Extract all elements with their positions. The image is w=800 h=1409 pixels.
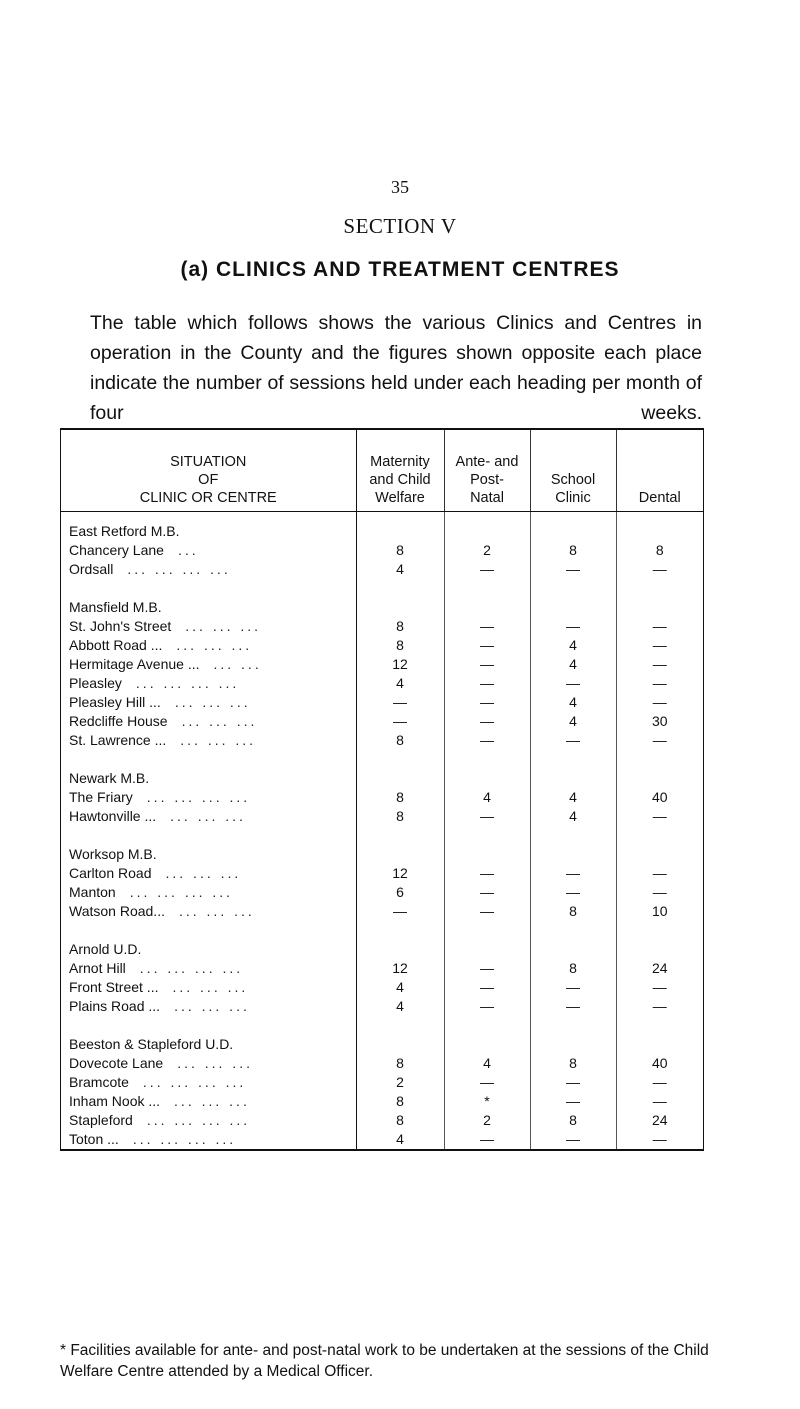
- clinic-name-cell: [61, 807, 356, 826]
- spacer-cell: [61, 826, 356, 845]
- table-row: [61, 655, 703, 674]
- maternity-value: —: [356, 712, 444, 731]
- group-name: Arnold U.D.: [61, 940, 356, 959]
- empty-cell: [616, 598, 703, 617]
- dental-value: —: [652, 1131, 667, 1147]
- table-row: [61, 883, 703, 902]
- spacer-cell: [61, 579, 356, 598]
- antenatal-value: —: [444, 617, 530, 636]
- clinic-name: Redcliffe House: [69, 713, 168, 729]
- clinic-name-cell: [61, 655, 356, 674]
- school-value: 8: [530, 541, 616, 560]
- clinic-name-cell: [61, 864, 356, 883]
- dot-leader: ... ... ...: [170, 808, 246, 824]
- maternity-value: —: [356, 902, 444, 921]
- dot-leader: ... ... ...: [176, 637, 253, 653]
- antenatal-value: —: [444, 560, 530, 579]
- dot-leader: ... ... ...: [181, 713, 258, 729]
- dot-leader: ... ... ...: [180, 732, 257, 748]
- dot-leader: ... ... ... ...: [132, 1131, 237, 1147]
- clinic-name: Abbott Road ...: [69, 637, 163, 653]
- spacer-row: [61, 826, 703, 845]
- spacer-cell: [616, 750, 703, 769]
- header-situation-line: OF: [198, 472, 219, 488]
- antenatal-value: —: [444, 731, 530, 750]
- dental-value: —: [652, 884, 667, 900]
- clinic-name: Manton: [69, 884, 116, 900]
- empty-cell: [444, 940, 530, 959]
- spacer-cell: [616, 579, 703, 598]
- antenatal-value: 2: [444, 1111, 530, 1130]
- clinic-name-cell: [61, 997, 356, 1016]
- school-value: 4: [530, 655, 616, 674]
- group-row: [61, 845, 703, 864]
- table-row: [61, 1054, 703, 1073]
- school-value: —: [530, 617, 616, 636]
- antenatal-value: —: [444, 712, 530, 731]
- maternity-value: 8: [356, 617, 444, 636]
- empty-cell: [444, 845, 530, 864]
- spacer-cell: [444, 921, 530, 940]
- spacer-cell: [356, 921, 444, 940]
- table-row: [61, 617, 703, 636]
- clinic-name-cell: [61, 560, 356, 579]
- maternity-value: 8: [356, 541, 444, 560]
- clinic-name-cell: [61, 693, 356, 712]
- header-situation-line: SITUATION: [170, 454, 247, 470]
- table-row: [61, 731, 703, 750]
- clinic-name: Ordsall: [69, 561, 114, 577]
- table-row: [61, 541, 703, 560]
- dental-value: 40: [651, 1055, 668, 1071]
- header-antenatal-line: Post-: [470, 472, 504, 488]
- maternity-value: 8: [356, 807, 444, 826]
- school-value: 4: [530, 788, 616, 807]
- antenatal-value: 4: [444, 1054, 530, 1073]
- spacer-cell: [356, 826, 444, 845]
- spacer-cell: [444, 579, 530, 598]
- empty-cell: [444, 512, 530, 542]
- school-value: —: [530, 731, 616, 750]
- table-row: [61, 978, 703, 997]
- antenatal-value: 4: [444, 788, 530, 807]
- table-row: [61, 959, 703, 978]
- empty-cell: [356, 845, 444, 864]
- maternity-value: 4: [356, 560, 444, 579]
- clinic-name: Pleasley: [69, 675, 122, 691]
- page-number: 35: [391, 177, 409, 197]
- clinic-name-cell: [61, 1111, 356, 1130]
- header-school-line: Clinic: [555, 490, 591, 506]
- clinic-name: St. Lawrence ...: [69, 732, 167, 748]
- antenatal-value: —: [444, 959, 530, 978]
- table-row: [61, 1130, 703, 1149]
- clinic-name-cell: [61, 1073, 356, 1092]
- spacer-cell: [444, 1016, 530, 1035]
- dot-leader: ... ... ...: [174, 1093, 250, 1109]
- clinic-name: Stapleford: [69, 1112, 133, 1128]
- empty-cell: [444, 1035, 530, 1054]
- clinic-name: Bramcote: [69, 1074, 129, 1090]
- dental-value: —: [652, 865, 667, 881]
- maternity-value: 12: [356, 864, 444, 883]
- clinic-name: Hawtonville ...: [69, 808, 157, 824]
- group-row: [61, 769, 703, 788]
- maternity-value: 8: [356, 731, 444, 750]
- empty-cell: [616, 845, 703, 864]
- clinic-name-cell: [61, 617, 356, 636]
- antenatal-value: —: [444, 693, 530, 712]
- dot-leader: ... ... ... ...: [127, 561, 231, 577]
- spacer-cell: [444, 750, 530, 769]
- maternity-value: 2: [356, 1073, 444, 1092]
- dot-leader: ... ... ...: [174, 998, 250, 1014]
- spacer-cell: [530, 750, 616, 769]
- spacer-cell: [444, 826, 530, 845]
- antenatal-value: —: [444, 864, 530, 883]
- maternity-value: 8: [356, 1111, 444, 1130]
- header-school: [530, 430, 616, 512]
- dental-value: —: [652, 979, 667, 995]
- table-row: [61, 560, 703, 579]
- dental-value: —: [652, 808, 667, 824]
- spacer-cell: [530, 921, 616, 940]
- antenatal-value: —: [444, 636, 530, 655]
- table-row: [61, 997, 703, 1016]
- dental-value: —: [652, 1093, 667, 1109]
- empty-cell: [616, 1035, 703, 1054]
- maternity-value: 12: [356, 959, 444, 978]
- empty-cell: [356, 598, 444, 617]
- group-name: East Retford M.B.: [61, 512, 356, 542]
- spacer-cell: [530, 579, 616, 598]
- maternity-value: 8: [356, 636, 444, 655]
- dental-value: —: [652, 675, 667, 691]
- dot-leader: ... ...: [213, 656, 262, 672]
- antenatal-value: —: [444, 902, 530, 921]
- clinics-table-frame: [60, 428, 704, 1151]
- spacer-cell: [616, 921, 703, 940]
- spacer-cell: [530, 826, 616, 845]
- clinic-name: Dovecote Lane: [69, 1055, 164, 1071]
- clinic-name: Chancery Lane: [69, 542, 164, 558]
- dental-value: —: [652, 732, 667, 748]
- empty-cell: [356, 1035, 444, 1054]
- group-name: Beeston & Stapleford U.D.: [61, 1035, 356, 1054]
- table-row: [61, 693, 703, 712]
- header-maternity-line: and Child: [369, 472, 431, 488]
- spacer-cell: [61, 1016, 356, 1035]
- empty-cell: [616, 512, 703, 542]
- sub-heading: (a) CLINICS AND TREATMENT CENTRES: [180, 258, 620, 281]
- school-value: 8: [530, 1054, 616, 1073]
- school-value: 8: [530, 1111, 616, 1130]
- clinic-name-cell: [61, 712, 356, 731]
- clinic-name: Pleasley Hill ...: [69, 694, 161, 710]
- empty-cell: [356, 512, 444, 542]
- empty-cell: [616, 940, 703, 959]
- antenatal-value: —: [444, 997, 530, 1016]
- dot-leader: ... ... ...: [165, 865, 242, 881]
- maternity-value: 6: [356, 883, 444, 902]
- group-name: Newark M.B.: [61, 769, 356, 788]
- header-maternity-line: Welfare: [375, 490, 425, 506]
- dental-value: —: [652, 618, 667, 634]
- dental-value: 24: [651, 1112, 668, 1128]
- clinic-name: Inham Nook ...: [69, 1093, 161, 1109]
- clinic-name: The Friary: [69, 789, 133, 805]
- dot-leader: ... ... ... ...: [142, 1074, 247, 1090]
- dot-leader: ... ... ...: [172, 979, 249, 995]
- header-dental-line: Dental: [638, 490, 681, 506]
- empty-cell: [530, 940, 616, 959]
- maternity-value: 4: [356, 978, 444, 997]
- spacer-cell: [356, 1016, 444, 1035]
- group-row: [61, 598, 703, 617]
- spacer-cell: [356, 750, 444, 769]
- school-value: 4: [530, 807, 616, 826]
- dental-value: 8: [655, 542, 664, 558]
- dot-leader: ... ... ...: [178, 903, 255, 919]
- header-situation: [61, 430, 356, 512]
- dental-value: —: [652, 656, 667, 672]
- empty-cell: [530, 1035, 616, 1054]
- table-row: [61, 902, 703, 921]
- table-header-row: [61, 430, 703, 512]
- antenatal-value: —: [444, 1130, 530, 1149]
- clinics-table: [61, 430, 703, 1149]
- header-dental: [616, 430, 703, 512]
- clinic-name-cell: [61, 902, 356, 921]
- clinic-name: Carlton Road: [69, 865, 152, 881]
- school-value: 4: [530, 693, 616, 712]
- school-value: —: [530, 560, 616, 579]
- antenatal-value: —: [444, 674, 530, 693]
- dot-leader: ...: [177, 542, 199, 558]
- dental-value: 10: [651, 903, 668, 919]
- spacer-cell: [61, 921, 356, 940]
- antenatal-value: —: [444, 807, 530, 826]
- dental-value: 30: [651, 713, 668, 729]
- dot-leader: ... ... ... ...: [146, 1112, 251, 1128]
- spacer-cell: [530, 1016, 616, 1035]
- group-name: Worksop M.B.: [61, 845, 356, 864]
- dental-value: —: [652, 694, 667, 710]
- school-value: —: [530, 864, 616, 883]
- clinic-name: Front Street ...: [69, 979, 159, 995]
- empty-cell: [616, 769, 703, 788]
- school-value: 8: [530, 959, 616, 978]
- table-row: [61, 807, 703, 826]
- table-row: [61, 864, 703, 883]
- school-value: —: [530, 674, 616, 693]
- dot-leader: ... ... ... ...: [129, 884, 234, 900]
- maternity-value: 8: [356, 788, 444, 807]
- spacer-cell: [61, 750, 356, 769]
- empty-cell: [530, 598, 616, 617]
- antenatal-value: —: [444, 883, 530, 902]
- maternity-value: 8: [356, 1054, 444, 1073]
- dental-value: 24: [651, 960, 668, 976]
- dental-value: —: [652, 998, 667, 1014]
- empty-cell: [530, 769, 616, 788]
- maternity-value: 4: [356, 997, 444, 1016]
- empty-cell: [444, 769, 530, 788]
- maternity-value: 4: [356, 674, 444, 693]
- clinic-name-cell: [61, 1130, 356, 1149]
- table-row: [61, 636, 703, 655]
- clinic-name-cell: [61, 788, 356, 807]
- section-heading: SECTION V: [343, 214, 457, 238]
- clinic-name: Arnot Hill: [69, 960, 126, 976]
- clinic-name-cell: [61, 959, 356, 978]
- clinic-name-cell: [61, 1092, 356, 1111]
- dot-leader: ... ... ... ...: [146, 789, 251, 805]
- clinic-name-cell: [61, 636, 356, 655]
- maternity-value: 8: [356, 1092, 444, 1111]
- maternity-value: 12: [356, 655, 444, 674]
- dot-leader: ... ... ... ...: [135, 675, 240, 691]
- empty-cell: [530, 845, 616, 864]
- maternity-value: —: [356, 693, 444, 712]
- empty-cell: [356, 940, 444, 959]
- intro-paragraph: The table which follows shows the various Clinics and Centres in operation in the County and the figures shown opposite each place indicate the number of sessions held under each heading per month of four weeks.: [90, 312, 702, 424]
- group-row: [61, 940, 703, 959]
- table-row: [61, 788, 703, 807]
- table-row: [61, 1092, 703, 1111]
- spacer-row: [61, 750, 703, 769]
- table-row: [61, 712, 703, 731]
- table-row: [61, 1111, 703, 1130]
- spacer-cell: [616, 826, 703, 845]
- header-antenatal-line: Ante- and: [455, 454, 519, 470]
- clinic-name: Plains Road ...: [69, 998, 161, 1014]
- spacer-cell: [616, 1016, 703, 1035]
- school-value: —: [530, 1073, 616, 1092]
- clinic-name: Watson Road...: [69, 903, 165, 919]
- clinic-name: Hermitage Avenue ...: [69, 656, 200, 672]
- header-antenatal: [444, 430, 530, 512]
- antenatal-value: —: [444, 1073, 530, 1092]
- clinic-name-cell: [61, 1054, 356, 1073]
- school-value: —: [530, 883, 616, 902]
- antenatal-value: 2: [444, 541, 530, 560]
- school-value: —: [530, 1130, 616, 1149]
- school-value: —: [530, 1092, 616, 1111]
- clinic-name: Toton ...: [69, 1131, 119, 1147]
- empty-cell: [356, 769, 444, 788]
- maternity-value: 4: [356, 1130, 444, 1149]
- header-maternity-line: Maternity: [370, 454, 430, 470]
- group-row: [61, 1035, 703, 1054]
- header-antenatal-line: Natal: [470, 490, 504, 506]
- dot-leader: ... ... ... ...: [139, 960, 244, 976]
- header-situation-line: CLINIC OR CENTRE: [139, 490, 277, 506]
- footnote: * Facilities available for ante- and post-natal work to be undertaken at the sessions of the Child Welfare Centre attended by a Medical Officer.: [60, 1342, 709, 1380]
- clinic-name-cell: [61, 978, 356, 997]
- dental-value: —: [652, 637, 667, 653]
- group-name: Mansfield M.B.: [61, 598, 356, 617]
- dental-value: —: [652, 1074, 667, 1090]
- school-value: —: [530, 978, 616, 997]
- table-row: [61, 1073, 703, 1092]
- empty-cell: [530, 512, 616, 542]
- school-value: 4: [530, 636, 616, 655]
- clinic-name-cell: [61, 883, 356, 902]
- spacer-cell: [356, 579, 444, 598]
- dental-value: —: [652, 561, 667, 577]
- dental-value: 40: [651, 789, 668, 805]
- table-row: [61, 674, 703, 693]
- empty-cell: [444, 598, 530, 617]
- group-row: [61, 512, 703, 542]
- spacer-row: [61, 579, 703, 598]
- school-value: 8: [530, 902, 616, 921]
- dot-leader: ... ... ...: [185, 618, 262, 634]
- header-maternity: [356, 430, 444, 512]
- spacer-row: [61, 1016, 703, 1035]
- spacer-row: [61, 921, 703, 940]
- antenatal-value: *: [444, 1092, 530, 1111]
- table-body: [61, 512, 703, 1150]
- header-school-line: School: [550, 472, 596, 488]
- antenatal-value: —: [444, 655, 530, 674]
- antenatal-value: —: [444, 978, 530, 997]
- dot-leader: ... ... ...: [177, 1055, 253, 1071]
- clinic-name: St. John's Street: [69, 618, 172, 634]
- clinic-name-cell: [61, 731, 356, 750]
- school-value: 4: [530, 712, 616, 731]
- clinic-name-cell: [61, 674, 356, 693]
- clinic-name-cell: [61, 541, 356, 560]
- dot-leader: ... ... ...: [174, 694, 251, 710]
- school-value: —: [530, 997, 616, 1016]
